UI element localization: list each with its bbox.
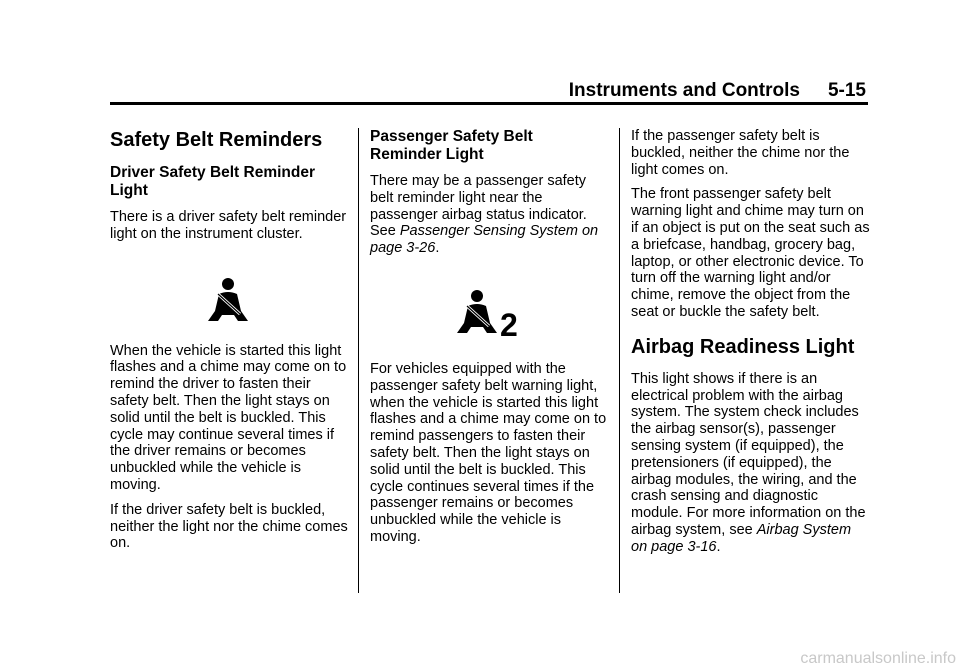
paragraph: The front passenger safety belt warning light and chime may turn on if an object is put on the seat such as a briefcase, handbag, grocery bag, laptop, or other electronic device. To turn off the warning light and/or chime, remove the object from the seat or buckle the safety belt. xyxy=(631,186,870,320)
paragraph: There may be a passenger safety belt reminder light near the passenger airbag status indicator. See Passenger Sensing System on page 3-26. xyxy=(370,173,599,257)
cross-reference: Passenger Sensing System on page 3-26 xyxy=(370,223,599,257)
section-heading-safety-belt-reminders: Safety Belt Reminders xyxy=(110,129,323,151)
running-header xyxy=(569,80,866,102)
subheading-passenger-reminder-light: Passenger Safety Belt Reminder Light xyxy=(370,128,533,163)
paragraph: This light shows if there is an electrical problem with the airbag system. The system check includes the airbag sensor(s), passenger sensing system (if equipped), the pretensioners (if equipped), the airbag modules, the wiring, and the crash sensing and diagnostic module. For more information on the airbag system, see Airbag System on page 3-16. xyxy=(631,370,866,555)
column-3 xyxy=(631,128,871,564)
passenger-seatbelt-icon xyxy=(370,265,608,361)
header-section-title: Instruments and Controls xyxy=(568,80,800,101)
paragraph: If the passenger safety belt is buckled, neither the chime nor the light comes on. xyxy=(631,128,850,178)
paragraph: For vehicles equipped with the passenger safety belt warning light, when the vehicle is started this light flashes and a chime may come on to remind passengers to fasten their safety belt. Then the light stays on solid until the belt is buckled. This cycle continues several times if the passenger remains or becomes unbuckled while the vehicle is moving. xyxy=(370,360,607,545)
column-divider xyxy=(358,128,359,593)
column-divider xyxy=(619,128,620,593)
section-heading-airbag-readiness-light: Airbag Readiness Light xyxy=(631,335,855,358)
paragraph: There is a driver safety belt reminder light on the instrument cluster. xyxy=(110,209,347,242)
paragraph: When the vehicle is started this light flashes and a chime may come on to remind the driver to fasten their safety belt. Then the light stays on solid until the belt is buckled. This cycle may continue several times if the driver remains or becomes unbuckled while the vehicle is moving. xyxy=(110,342,347,493)
column-2 xyxy=(370,128,608,554)
driver-seatbelt-icon xyxy=(110,251,348,343)
subheading-driver-reminder-light: Driver Safety Belt Reminder Light xyxy=(110,164,316,199)
page-number: 5-15 xyxy=(827,80,866,101)
column-1 xyxy=(110,128,348,560)
passenger-position-number: 2 xyxy=(500,306,518,339)
watermark: carmanualsonline.info xyxy=(800,650,956,667)
paragraph: If the driver safety belt is buckled, neither the light nor the chime comes on. xyxy=(110,501,348,552)
header-rule xyxy=(110,102,868,105)
cross-reference: Airbag System on page 3-16 xyxy=(631,521,852,555)
